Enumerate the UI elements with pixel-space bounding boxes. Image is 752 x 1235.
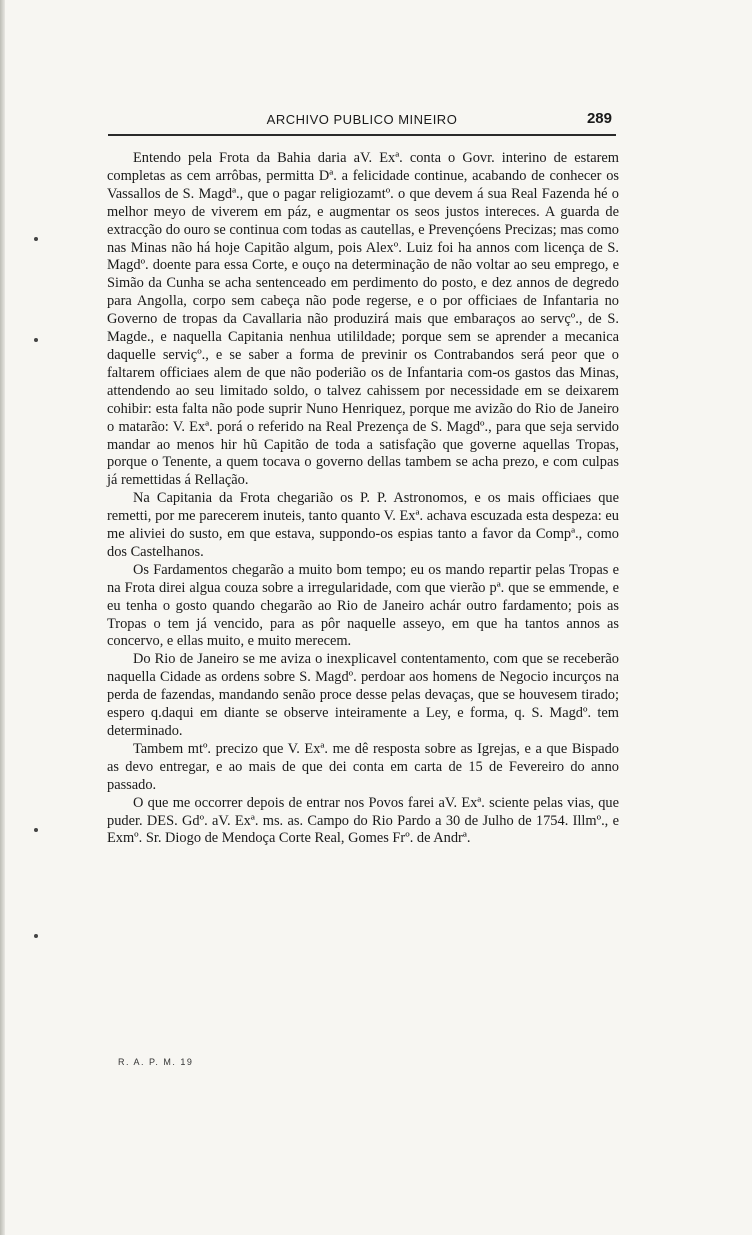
paragraph: Do Rio de Janeiro se me aviza o inexplicavel contentamento, com que se receberão naquella Cidade as ordens sobre S. Magdº. perdoar aos homens de Negocio incurços na perda de fazendas, mandando senão proce desse pelas devaças, que se houvesem tirado; espero q.daqui em diante se observe inteiramente a Ley, e forma, q. S. Magdº. tem determinado. <box>107 651 619 739</box>
page-header <box>108 108 616 136</box>
letter-body <box>107 150 619 848</box>
margin-mark-dot <box>34 237 38 241</box>
paragraph: Na Capitania da Frota chegarião os P. P. Astronomos, e os mais officiaes que remetti, por me parecerem inuteis, tanto quanto V. Exª. achava escuzada esta despeza: eu me aliviei do susto, em que estava, suppondo-os espias tanto a favor da Compª., como dos Castelhanos. <box>107 490 619 560</box>
printer-signature: R. A. P. M. 19 <box>118 1057 194 1067</box>
paragraph: Entendo pela Frota da Bahia daria aV. Exª. conta o Govr. interino de estarem completas as cem arrôbas, permitta Dª. a felicidade continue, acabando de conhecer os Vassallos de S. Magdª., que o pagar religiozamtº. o que devem á sua Real Fazenda hé o melhor meyo de viverem em páz, e augmentar os seos justos intereces. A guarda de extracção do ouro se continua com todas as cautellas, e Prevençóens Precizas; mas como nas Minas não há hoje Capitão algum, pois Alexº. Luiz foi ha annos com licença de S. Magdº. doente para essa Corte, e ouço na determinação de não voltar ao seu emprego, e Simão da Cunha se acha sentenceado em perdimento do posto, e dez annos de degredo para Angolla, corpo sem cabeça não pode regerse, e o por officiaes de Infantaria no Governo de tropas da Cavallaria não produzirá mais que embaraços ao servçº., de S. Magde., e naquella Capitania nenhua utilildade; porque sem se aprender a mecanica daquelle serviçº., e se saber a forma de previnir os Contrabandos será peor que o faltarem officiaes alem de que não poderião os de Infantaria com-os gastos das Minas, attendendo ao seu limitado soldo, o talvez cahissem por necessidade em se deixarem cohibir: esta falta não pode suprir Nuno Henriquez, porque me avizão do Rio de Janeiro o matarão: V. Exª. porá o referido na Real Prezença de S. Magdº., para que seja servido mandar ao menos hir hũ Capitão de toda a satisfação que governe aquellas Tropas, porque o Tenente, a quem tocava o governo dellas tambem se acha prezo, e com culpas já remettidas á Rellação. <box>107 150 619 489</box>
page-number: 289 <box>586 110 612 127</box>
running-title: ARCHIVO PUBLICO MINEIRO <box>266 112 458 127</box>
paragraph: Tambem mtº. precizo que V. Exª. me dê resposta sobre as Igrejas, e a que Bispado as devo entregar, e ao mais de que dei conta em carta de 15 de Fevereiro do anno passado. <box>107 740 619 793</box>
margin-mark-dot <box>34 934 38 938</box>
page-binding-edge <box>0 0 5 1235</box>
margin-mark-dot <box>34 338 38 342</box>
margin-mark-dot <box>34 828 38 832</box>
paragraph: Os Fardamentos chegarão a muito bom tempo; eu os mando repartir pelas Tropas e na Frota direi algua couza sobre a irregularidade, com que vierão pª. que se emmende, e eu tenha o gosto quando chegarão ao Rio de Janeiro achár outro fardamento; pois as Tropas o tem já vencido, para as pôr naquelle asseyo, em que ha tantos annos as concervo, e ellas muito, e muito merecem. <box>107 561 619 650</box>
paragraph: O que me occorrer depois de entrar nos Povos farei aV. Exª. sciente pelas vias, que puder. DES. Gdº. aV. Exª. ms. as. Campo do Rio Pardo a 30 de Julho de 1754. Illmº., e Exmº. Sr. Diogo de Mendoça Corte Real, Gomes Frº. de Andrª. <box>107 794 619 847</box>
